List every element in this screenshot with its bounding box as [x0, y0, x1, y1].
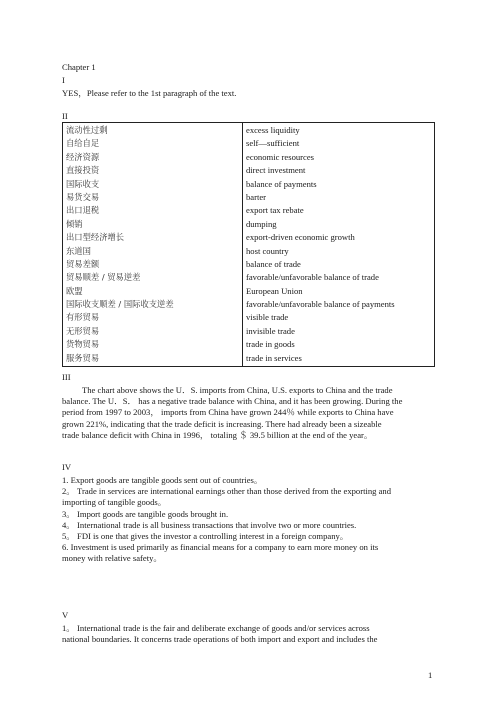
glossary-table — [62, 122, 435, 367]
section-heading-5: V — [62, 610, 69, 620]
paragraph-line: The chart above shows the U．S. imports from China, U.S. exports to China and the trade — [82, 385, 393, 395]
glossary-term-chinese: 直接投资 — [63, 165, 243, 178]
glossary-term-chinese: 出口型经济增长 — [63, 232, 243, 245]
section-heading-4: IV — [62, 462, 72, 472]
glossary-term-english: invisible trade — [243, 326, 435, 339]
glossary-term-english: export-driven economic growth — [243, 232, 435, 245]
section-4-list — [62, 475, 435, 564]
glossary-term-english: direct investment — [243, 165, 435, 178]
glossary-row — [63, 123, 435, 139]
glossary-term-english: balance of payments — [243, 179, 435, 192]
section-heading-2: II — [62, 111, 68, 121]
glossary-term-chinese: 货物贸易 — [63, 339, 243, 352]
glossary-term-chinese: 易货交易 — [63, 192, 243, 205]
glossary-term-chinese: 有形贸易 — [63, 312, 243, 325]
list-item: 3。 Import goods are tangible goods brought in. — [62, 508, 229, 519]
glossary-row — [63, 299, 435, 312]
glossary-row — [63, 312, 435, 325]
glossary-term-chinese: 流动性过剩 — [63, 123, 243, 139]
glossary-term-chinese: 国际收支 — [63, 179, 243, 192]
glossary-row — [63, 259, 435, 272]
glossary-term-english: balance of trade — [243, 259, 435, 272]
glossary-term-english: trade in services — [243, 353, 435, 367]
list-item: 4。 International trade is all business transactions that involve two or more countries. — [62, 519, 357, 530]
page-number: 1 — [428, 670, 433, 680]
glossary-row — [63, 152, 435, 165]
glossary-term-chinese: 经济资源 — [63, 152, 243, 165]
glossary-term-chinese: 贸易差额 — [63, 259, 243, 272]
glossary-term-chinese: 东道国 — [63, 246, 243, 259]
chapter-title: Chapter 1 — [62, 62, 96, 72]
glossary-row — [63, 219, 435, 232]
section-1-answer: YES，Please refer to the 1st paragraph of the text. — [62, 88, 237, 98]
glossary-row — [63, 205, 435, 218]
glossary-term-english: visible trade — [243, 312, 435, 325]
list-item: 1。 International trade is the fair and deliberate exchange of goods and/or services across — [62, 623, 370, 633]
section-heading-3: III — [62, 372, 71, 382]
glossary-row — [63, 179, 435, 192]
glossary-term-chinese: 自给自足 — [63, 138, 243, 151]
glossary-row — [63, 339, 435, 352]
glossary-term-chinese: 无形贸易 — [63, 326, 243, 339]
glossary-row — [63, 272, 435, 285]
list-item: 1. Export goods are tangible goods sent out of countries。 — [62, 475, 263, 485]
glossary-row — [63, 353, 435, 367]
glossary-term-chinese: 倾销 — [63, 219, 243, 232]
glossary-term-english: dumping — [243, 219, 435, 232]
list-item: 5。 FDI is one that gives the investor a controlling interest in a foreign company。 — [62, 530, 349, 541]
glossary-term-chinese: 服务贸易 — [63, 353, 243, 367]
glossary-row — [63, 192, 435, 205]
glossary-term-chinese: 贸易顺差 / 贸易逆差 — [63, 272, 243, 285]
glossary-row — [63, 326, 435, 339]
list-item: 6. Investment is used primarily as financial means for a company to earn more money on its — [62, 542, 379, 553]
glossary-row — [63, 165, 435, 178]
glossary-term-english: European Union — [243, 286, 435, 299]
glossary-term-chinese: 出口退税 — [63, 205, 243, 218]
glossary-term-english: barter — [243, 192, 435, 205]
list-item: 2。 Trade in services are international earnings other than those derived from the exporting and — [62, 486, 392, 497]
section-heading-1: I — [62, 75, 65, 85]
glossary-row — [63, 232, 435, 245]
paragraph-line: balance. The U．S． has a negative trade balance with China, and it has been growing. During the — [62, 396, 403, 407]
glossary-term-english: economic resources — [243, 152, 435, 165]
glossary-row — [63, 138, 435, 151]
glossary-term-english: favorable/unfavorable balance of trade — [243, 272, 435, 285]
list-item-continuation: national boundaries. It concerns trade operations of both import and export and includes the — [62, 634, 378, 645]
glossary-term-english: export tax rebate — [243, 205, 435, 218]
glossary-term-english: favorable/unfavorable balance of payments — [243, 299, 435, 312]
glossary-row — [63, 246, 435, 259]
glossary-term-chinese: 国际收支顺差 / 国际收支逆差 — [63, 299, 243, 312]
glossary-term-english: excess liquidity — [243, 123, 435, 139]
paragraph-line: grown 221%, indicating that the trade deficit is increasing. There had already been a sizeable — [62, 418, 382, 429]
section-5-list — [62, 623, 435, 645]
section-3-paragraph — [62, 385, 435, 441]
glossary-term-english: host country — [243, 246, 435, 259]
glossary-row — [63, 286, 435, 299]
glossary-term-english: self—sufficient — [243, 138, 435, 151]
list-item-continuation: money with relative safety。 — [62, 553, 162, 564]
paragraph-line: period from 1997 to 2003， imports from China have grown 244％ while exports to China have — [62, 407, 394, 418]
glossary-term-chinese: 欧盟 — [63, 286, 243, 299]
paragraph-line: trade balance deficit with China in 1996， totaling ＄ 39.5 billion at the end of the year。 — [62, 429, 373, 440]
list-item-continuation: importing of tangible goods。 — [62, 497, 167, 508]
glossary-term-english: trade in goods — [243, 339, 435, 352]
